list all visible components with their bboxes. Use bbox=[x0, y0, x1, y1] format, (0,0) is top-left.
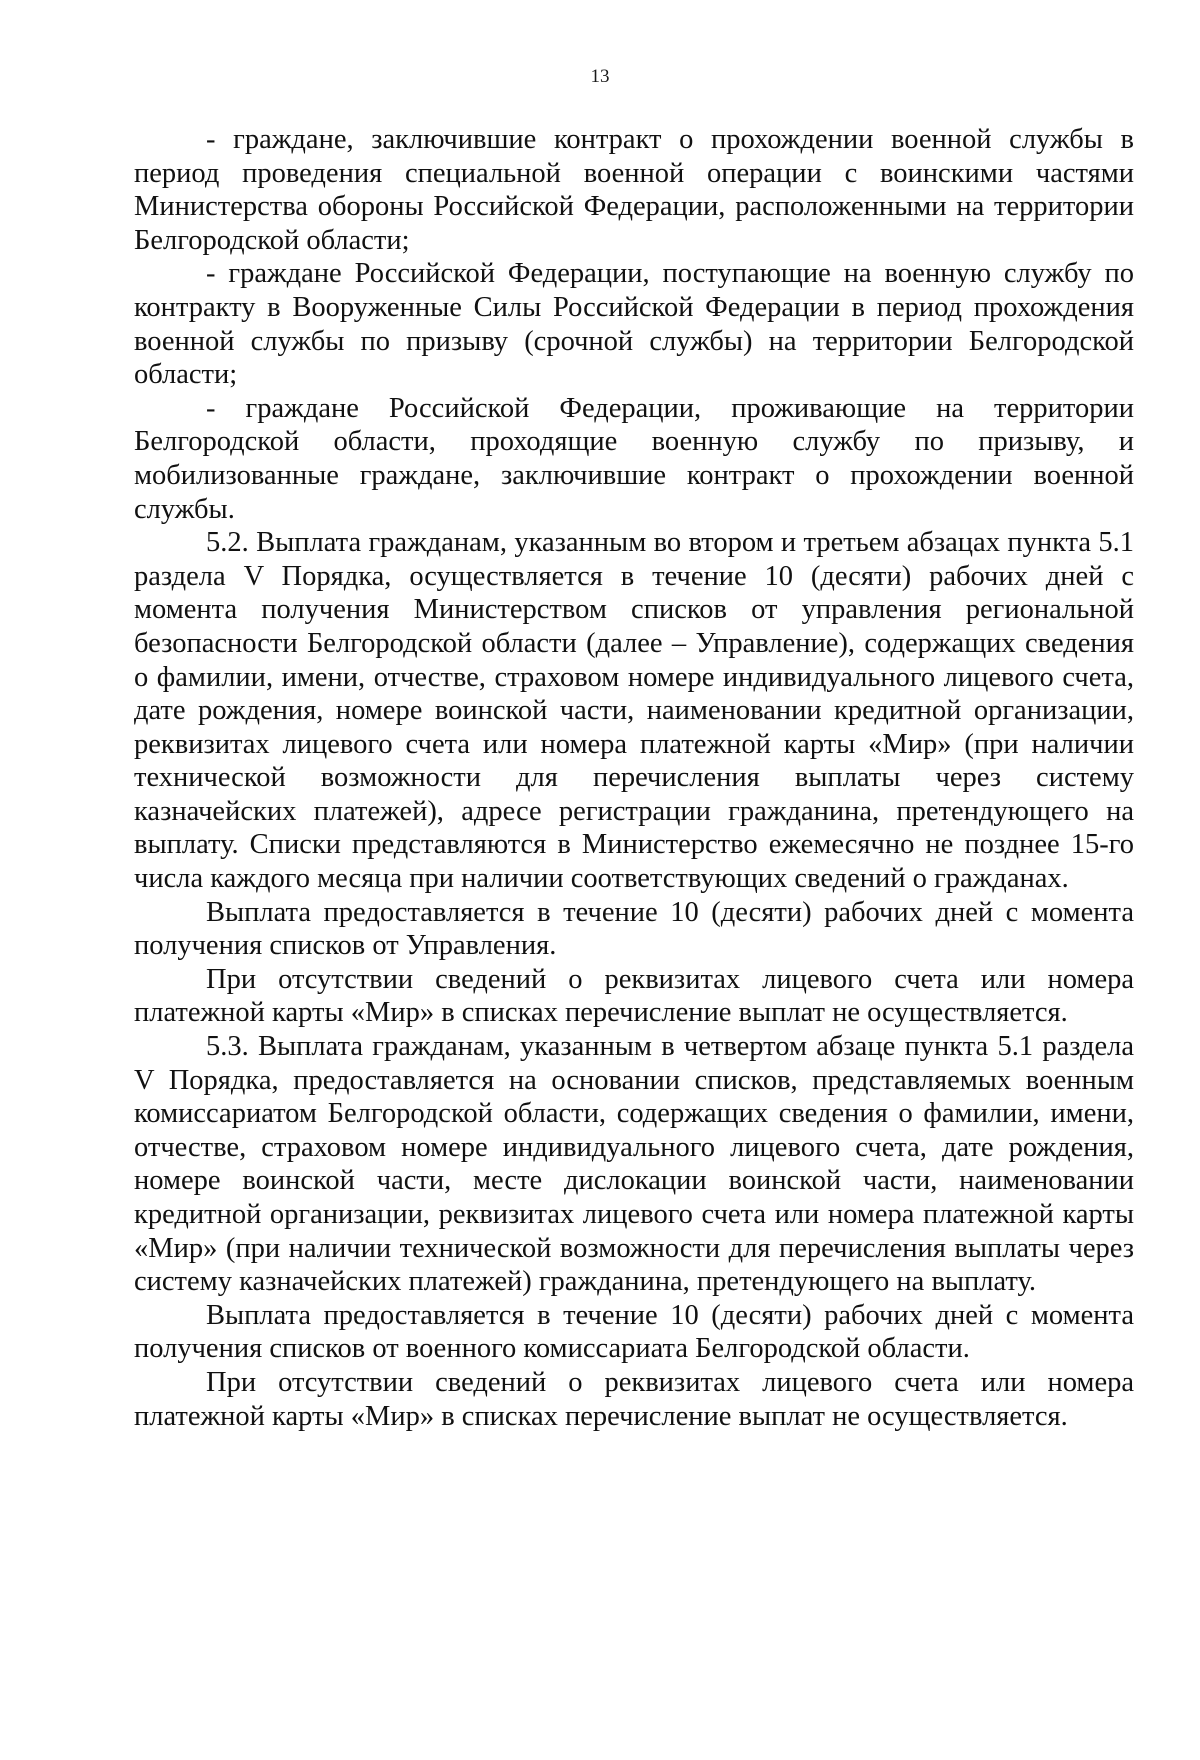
paragraph-clause-5-3: 5.3. Выплата гражданам, указанным в четвертом абзаце пункта 5.1 раздела V Порядка, предоставляется на основании списков, представляемых военным комиссариатом Белгородской области, содержащих сведения о фамилии, имени, отчестве, страховом номере индивидуального лицевого счета, дате рождения, номере воинской части, месте дислокации воинской части, наименовании кредитной организации, реквизитах лицевого счета или номера платежной карты «Мир» (при наличии технической возможности для перечисления выплаты через систему казначейских платежей) гражданина, претендующего на выплату. bbox=[134, 1031, 1134, 1298]
paragraph-clause-5-2: 5.2. Выплата гражданам, указанным во втором и третьем абзацах пункта 5.1 раздела V Порядка, осуществляется в течение 10 (десяти) рабочих дней с момента получения Министерством списков от управления региональной безопасности Белгородской области (далее – Управление), содержащих сведения о фамилии, имени, отчестве, страховом номере индивидуального лицевого счета, дате рождения, номере воинской части, наименовании кредитной организации, реквизитах лицевого счета или номера платежной карты «Мир» (при наличии технической возможности для перечисления выплаты через систему казначейских платежей), адресе регистрации гражданина, претендующего на выплату. Списки представляются в Министерство ежемесячно не позднее 15-го числа каждого месяца при наличии соответствующих сведений о гражданах. bbox=[134, 527, 1134, 895]
paragraph-contract-citizens: - граждане, заключившие контракт о прохождении военной службы в период проведения специальной военной операции с воинскими частями Министерства обороны Российской Федерации, расположенными на территории Белгородской области; bbox=[134, 124, 1134, 256]
paragraph-contract-service-citizens: - граждане Российской Федерации, поступающие на военную службу по контракту в Вооруженные Силы Российской Федерации в период прохождения военной службы по призыву (срочной службы) на территории Белгородской области; bbox=[134, 258, 1134, 391]
paragraph-no-requisites-1: При отсутствии сведений о реквизитах лицевого счета или номера платежной карты «Мир» в списках перечисление выплат не осуществляется. bbox=[134, 963, 1134, 1029]
paragraph-payment-term-management: Выплата предоставляется в течение 10 (десяти) рабочих дней с момента получения списков от Управления. bbox=[134, 896, 1134, 962]
document-body bbox=[134, 123, 1134, 1433]
page-number: 13 bbox=[590, 66, 610, 87]
paragraph-payment-term-commissariat: Выплата предоставляется в течение 10 (десяти) рабочих дней с момента получения списков от военного комиссариата Белгородской области. bbox=[134, 1299, 1134, 1365]
paragraph-no-requisites-2: При отсутствии сведений о реквизитах лицевого счета или номера платежной карты «Мир» в списках перечисление выплат не осуществляется. bbox=[134, 1366, 1134, 1432]
paragraph-conscript-mobilized-citizens: - граждане Российской Федерации, проживающие на территории Белгородской области, проходящие военную службу по призыву, и мобилизованные граждане, заключившие контракт о прохождении военной службы. bbox=[134, 392, 1134, 525]
